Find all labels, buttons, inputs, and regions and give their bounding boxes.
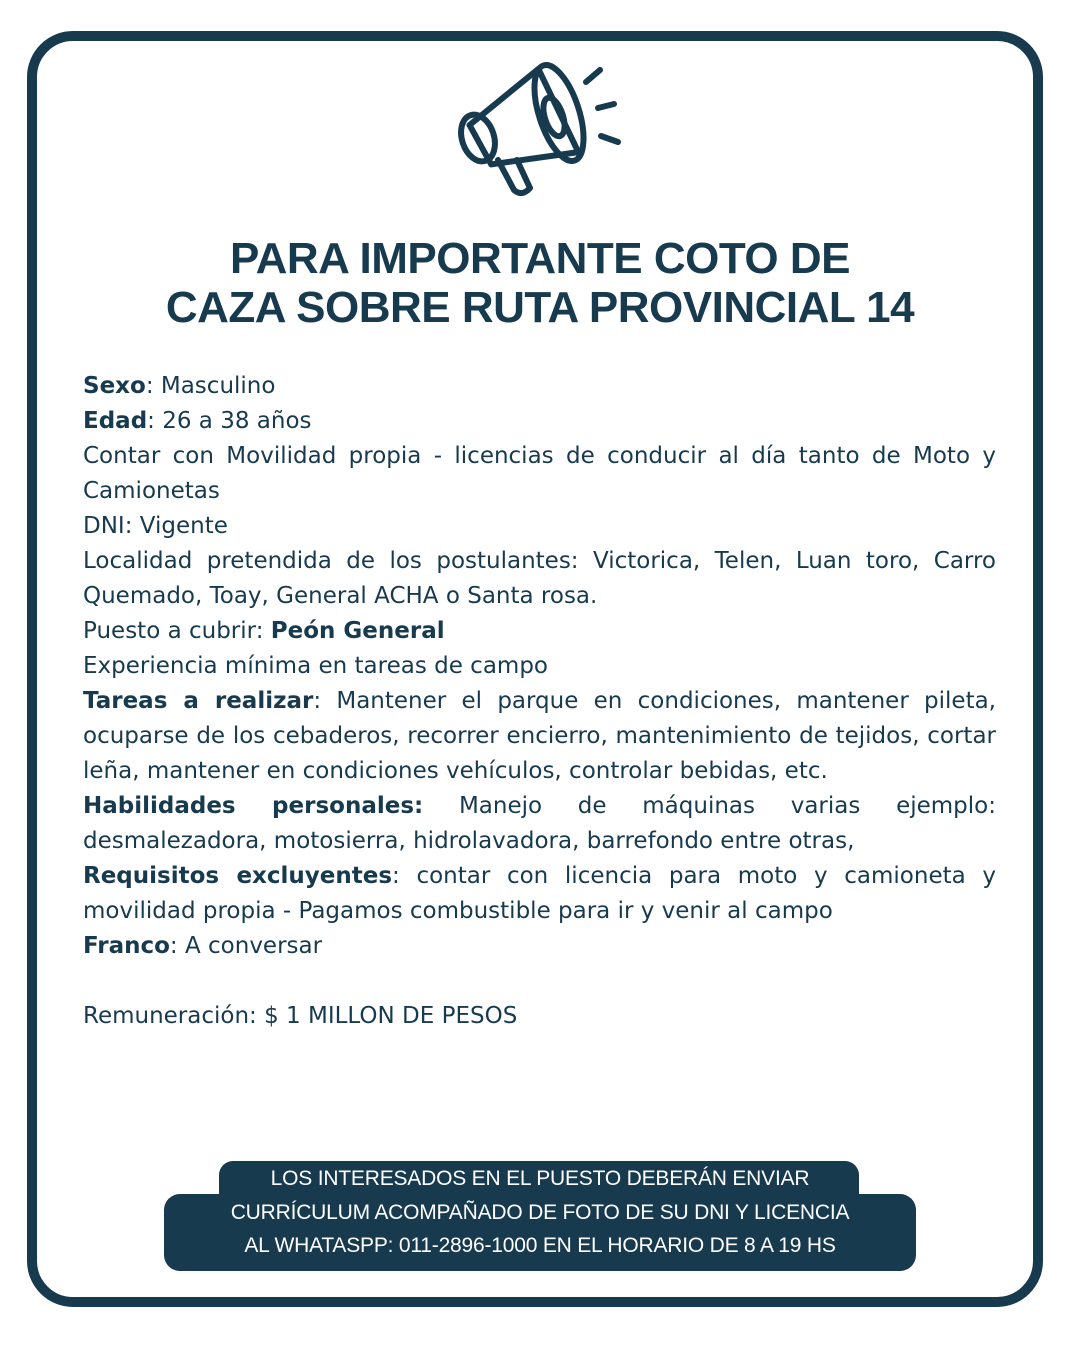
contact-line-3: AL WHATASPP: 011-2896-1000 EN EL HORARIO DE 8 A 19 HS — [244, 1234, 836, 1257]
habilidades-label: Habilidades personales: — [83, 793, 424, 819]
spacer — [83, 964, 996, 999]
edad-label: Edad — [83, 408, 148, 434]
detail-sexo — [83, 369, 996, 404]
megaphone-icon — [450, 60, 630, 200]
contact-banner — [164, 1161, 916, 1271]
detail-movilidad: Contar con Movilidad propia - licencias de conducir al día tanto de Moto y Camionetas — [83, 443, 996, 504]
detail-localidad: Localidad pretendida de los postulantes: Victorica, Telen, Luan toro, Carro Quemado, Toay, General ACHA o Santa rosa. — [83, 548, 996, 609]
detail-franco — [83, 929, 996, 964]
detail-tareas — [83, 684, 996, 789]
tareas-value: : Mantener el parque en condiciones, mantener pileta, ocuparse de los cebaderos, recorrer encierro, mantenimiento de tejidos, cortar leña, mantener en condiciones vehículos, controlar bebidas, etc. — [83, 688, 996, 784]
contact-line-2: CURRÍCULUM ACOMPAÑADO DE FOTO DE SU DNI Y LICENCIA — [230, 1201, 850, 1224]
requisitos-value: : contar con licencia para moto y camioneta y movilidad propia - Pagamos combustible para ir y venir al campo — [83, 863, 996, 924]
habilidades-value: Manejo de máquinas varias ejemplo: desmalezadora, motosierra, hidrolavadora, barrefondo entre otras, — [83, 793, 996, 854]
detail-experiencia: Experiencia mínima en tareas de campo — [83, 653, 548, 679]
detail-requisitos — [83, 859, 996, 929]
job-details — [83, 369, 996, 1034]
detail-puesto — [83, 614, 996, 649]
detail-dni: DNI: Vigente — [83, 513, 228, 539]
headline-line-1: PARA IMPORTANTE COTO DE — [230, 234, 850, 283]
edad-value: : 26 a 38 años — [147, 408, 312, 434]
headline-line-2: CAZA SOBRE RUTA PROVINCIAL 14 — [165, 283, 915, 332]
puesto-label: Puesto a cubrir: — [83, 618, 271, 644]
tareas-label: Tareas a realizar — [83, 688, 314, 714]
headline — [60, 234, 1020, 332]
contact-line-1: LOS INTERESADOS EN EL PUESTO DEBERÁN ENVIAR — [270, 1167, 810, 1190]
detail-remuneracion: Remuneración: $ 1 MILLON DE PESOS — [83, 1003, 518, 1029]
requisitos-label: Requisitos excluyentes — [83, 863, 393, 889]
puesto-value: Peón General — [270, 618, 445, 644]
detail-habilidades — [83, 789, 996, 859]
sexo-value: : Masculino — [145, 373, 276, 399]
franco-value: : A conversar — [169, 933, 323, 959]
detail-edad — [83, 404, 996, 439]
franco-label: Franco — [83, 933, 170, 959]
sexo-label: Sexo — [83, 373, 146, 399]
